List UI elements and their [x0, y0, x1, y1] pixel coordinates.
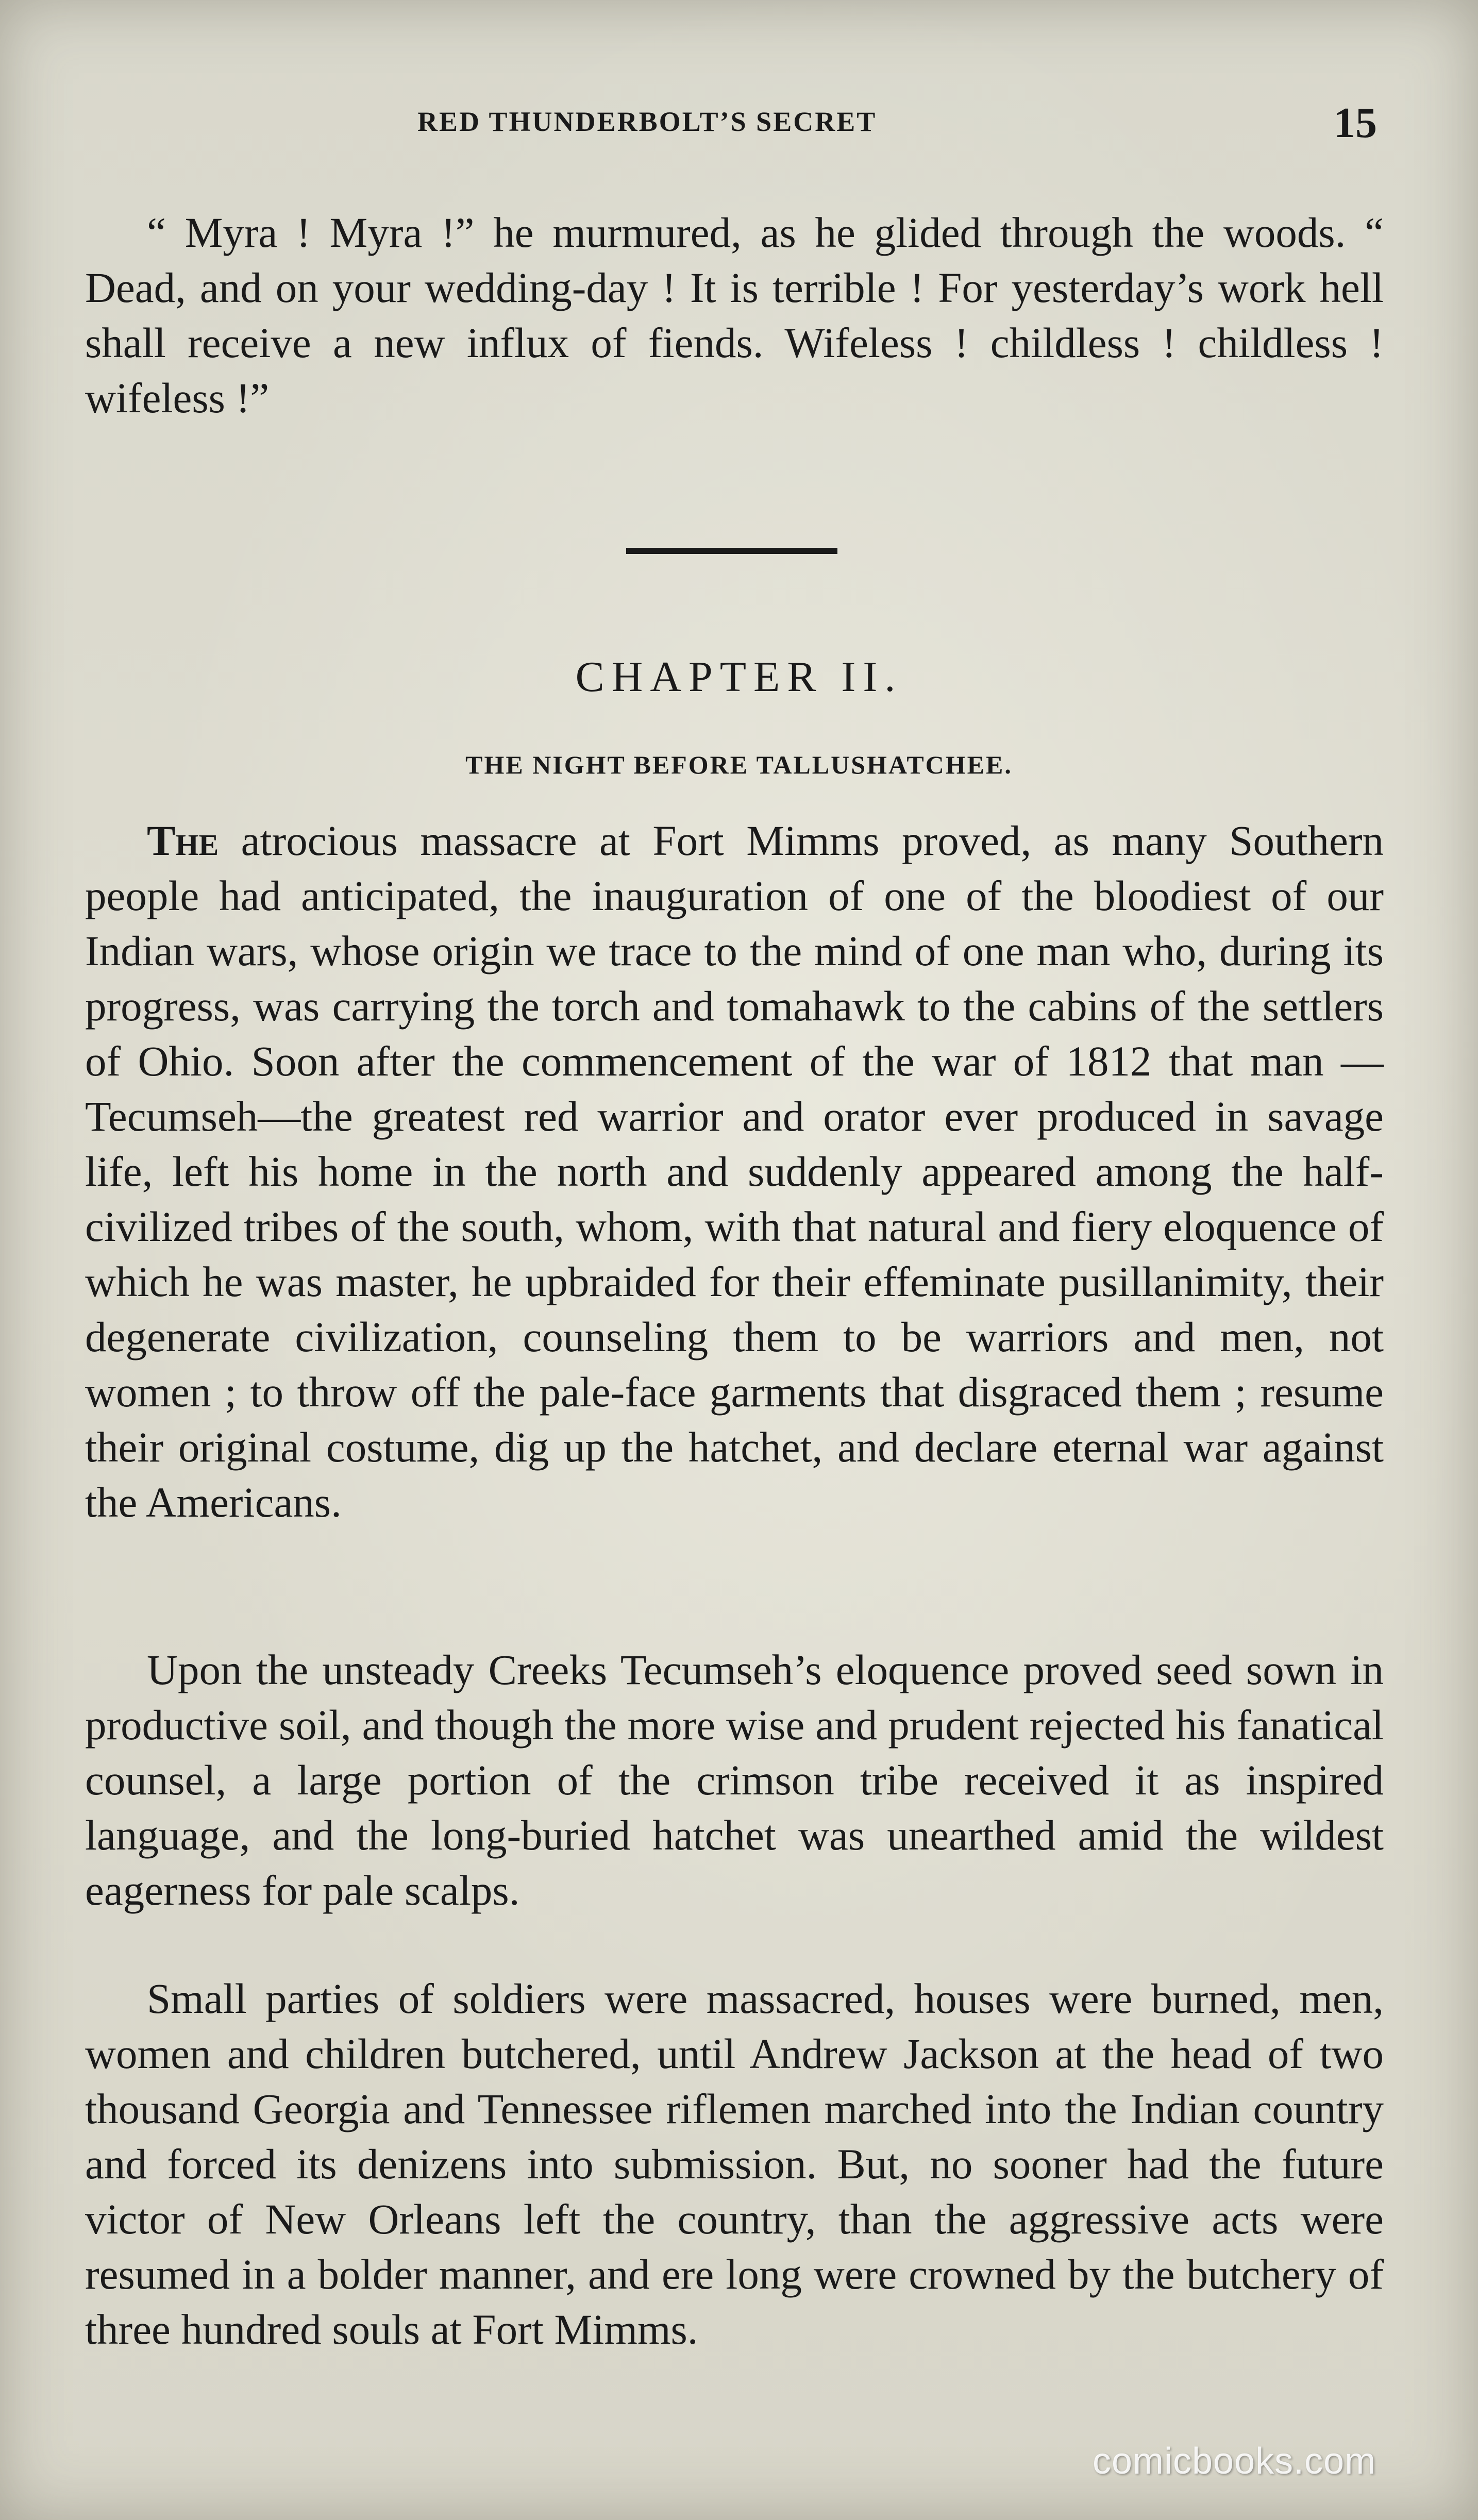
section-divider-rule: [626, 548, 837, 554]
paragraph-text: atrocious massacre at Fort Mimms proved, as many Southern people had anticipated, the inauguration of one of the bloodiest of our Indian wars, whose origin we trace to the mind of one man who, during its progress, was carrying the torch and tomahawk to the cabins of the settlers of Ohio. Soon after the commencement of the war of 1812 that man —Tecumseh—the greatest red warrior and orator ever produced in savage life, left his home in the north and suddenly appeared among the half-civilized tribes of the south, whom, with that natural and fiery eloquence of which he was master, he upbraided for their effeminate pusillanimity, their degenerate civilization, counseling them to be warriors and men, not women ; to throw off the pale-face garments that disgraced them ; resume their original costume, dig up the hatchet, and declare eternal war against the Americans.: [85, 817, 1384, 1526]
page-number: 15: [1334, 99, 1377, 147]
body-paragraph: Upon the unsteady Creeks Tecumseh’s eloquence proved seed sown in productive soil, and though the more wise and prudent rejected his fanatical counsel, a large portion of the crimson tribe received it as inspired language, and the long-buried hatchet was unearthed amid the wildest eagerness for pale scalps.: [85, 1646, 1384, 1914]
opening-paragraph: “ Myra ! Myra !” he murmured, as he glided through the woods. “ Dead, and on your wedding-day ! It is terrible ! For yesterday’s work hell shall receive a new influx of fiends. Wifeless ! childless ! childless ! wifeless !”: [85, 209, 1384, 422]
chapter-subtitle: THE NIGHT BEFORE TALLUSHATCHEE.: [465, 750, 1013, 779]
paragraph-lead-word: The: [147, 817, 219, 864]
watermark: comicbooks.com: [1093, 2441, 1376, 2482]
body-paragraph: [85, 813, 1384, 1530]
chapter-title: CHAPTER II.: [575, 653, 903, 701]
body-paragraph: Small parties of soldiers were massacred, houses were burned, men, women and children butchered, until Andrew Jackson at the head of two thousand Georgia and Tennessee riflemen marched into the Indian country and forced its denizens into submission. But, no sooner had the future victor of New Orleans left the country, than the aggressive acts were resumed in a bolder manner, and ere long were crowned by the butchery of three hundred souls at Fort Mimms.: [85, 1975, 1384, 2353]
running-title: RED THUNDERBOLT’S SECRET: [417, 106, 877, 137]
